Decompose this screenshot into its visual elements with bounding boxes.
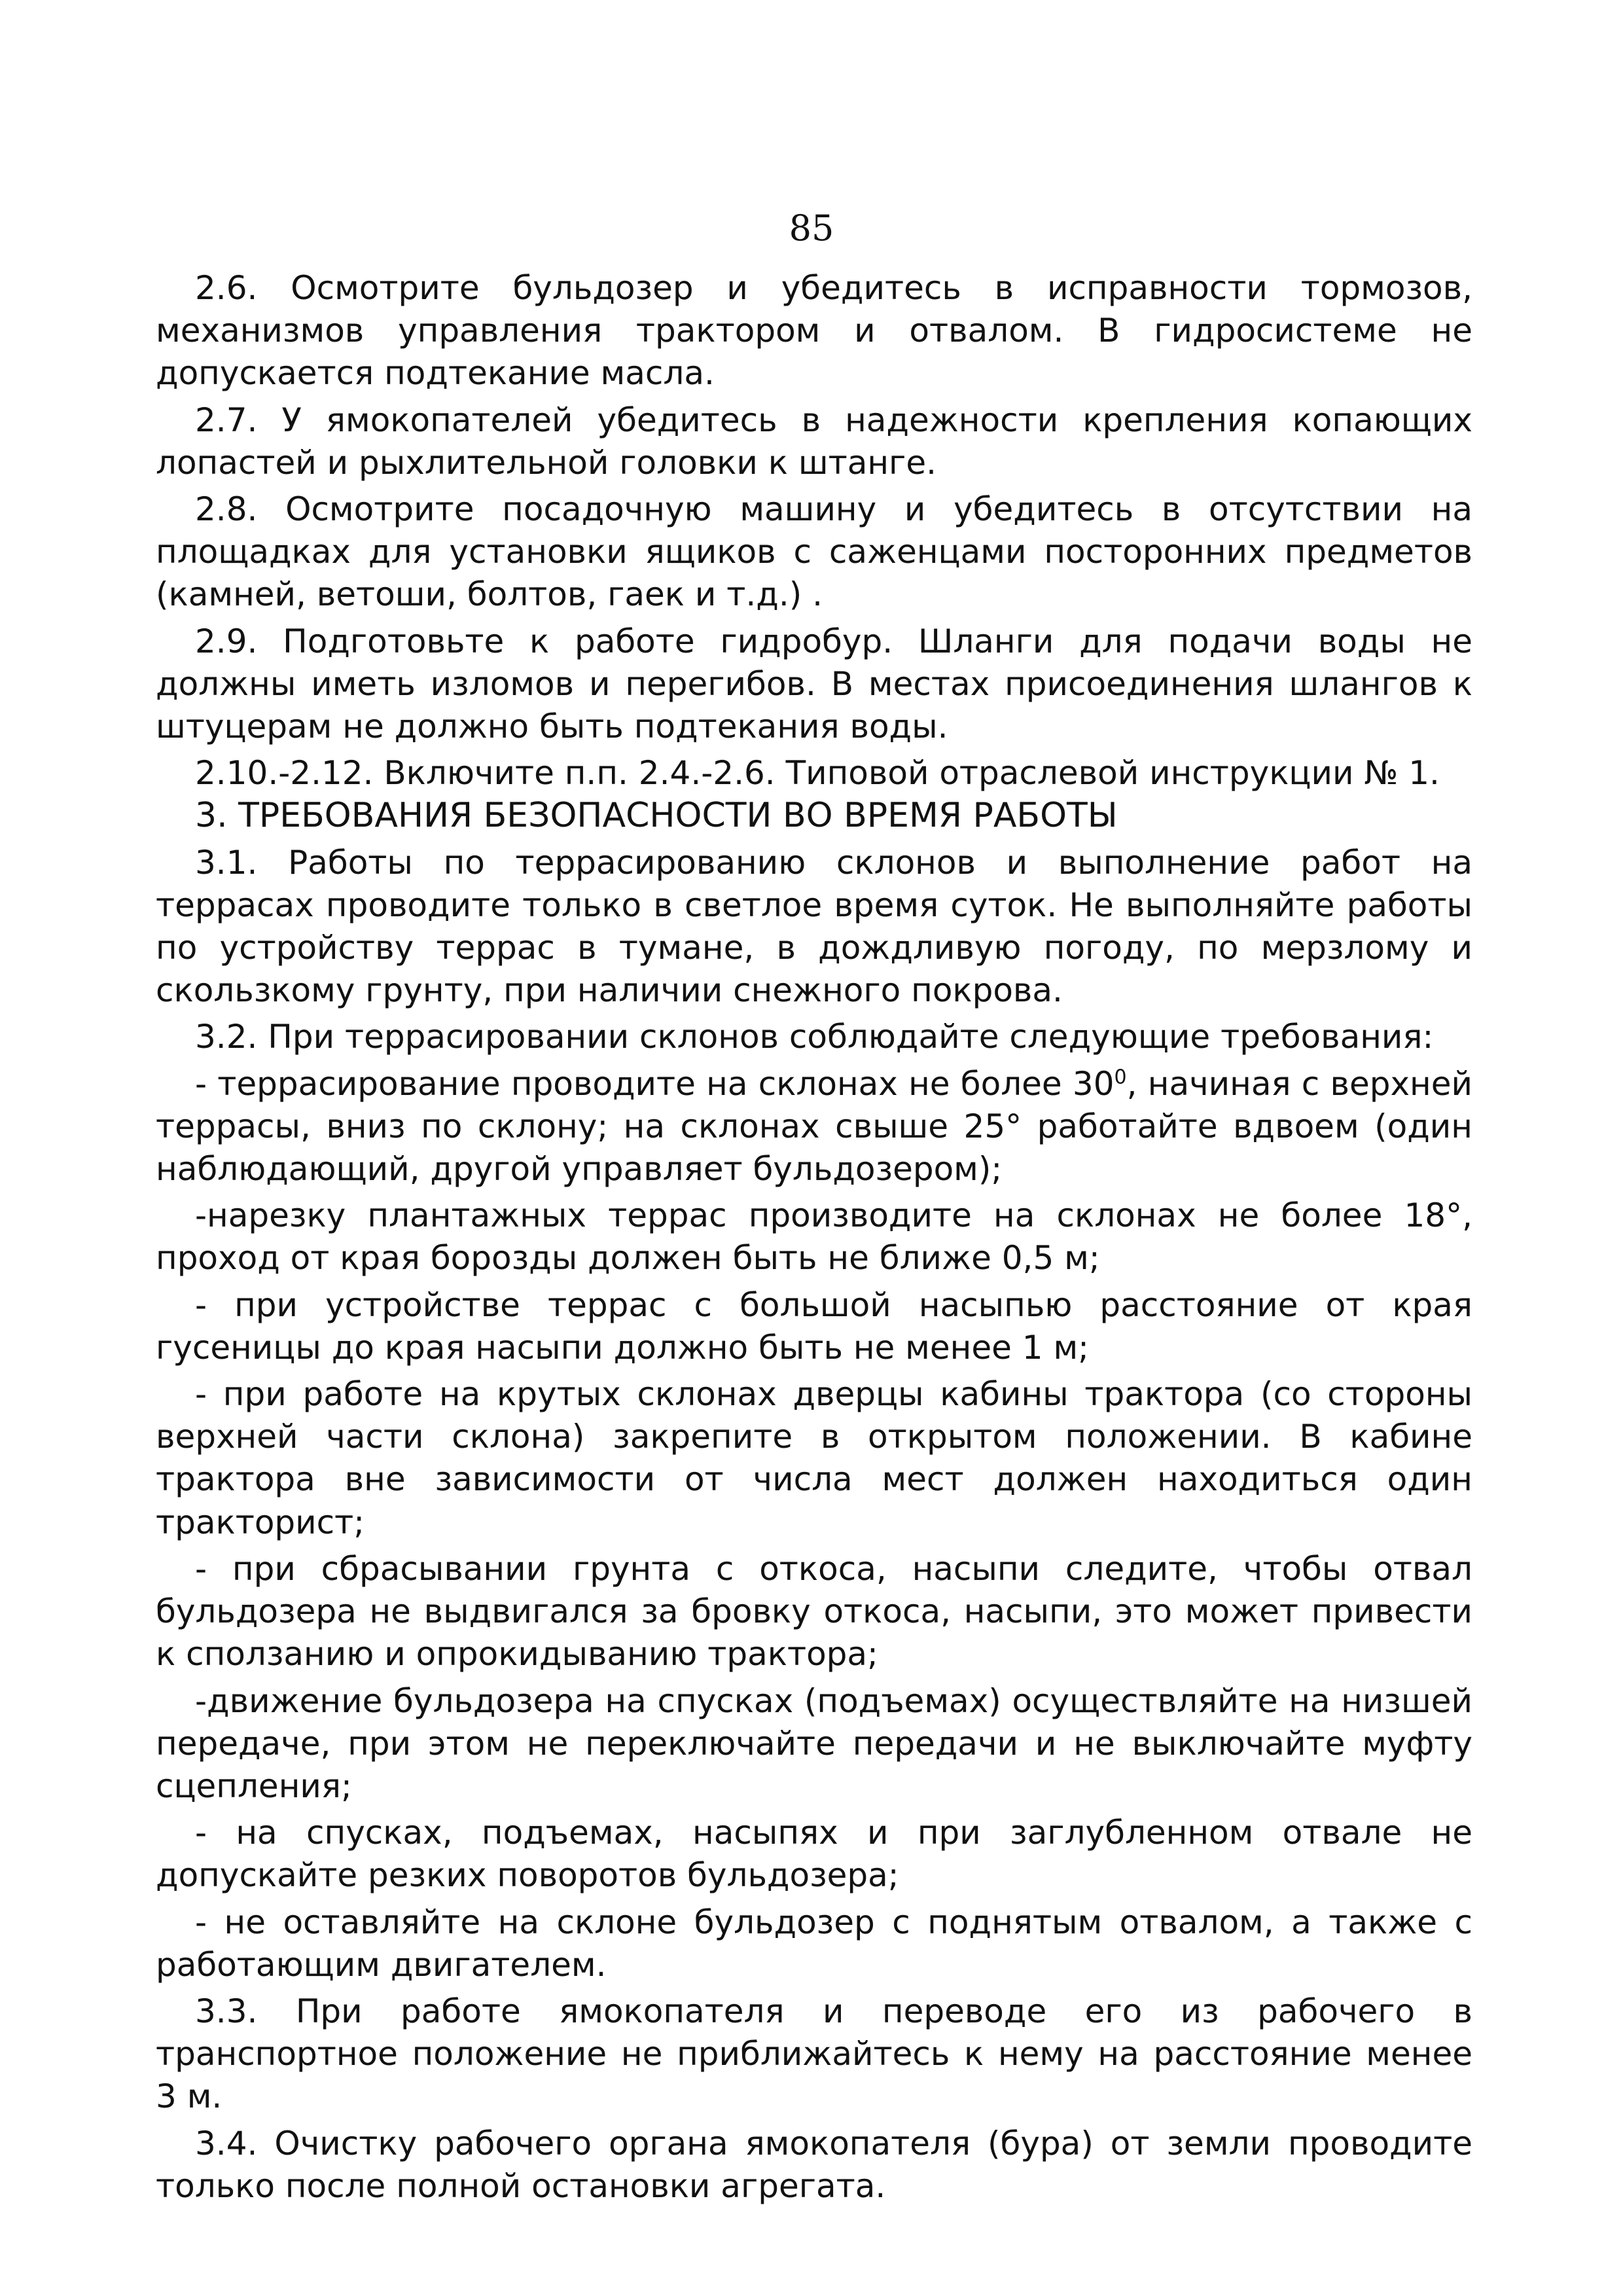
list-item-text: - террасирование проводите на склонах не более 30 xyxy=(195,1064,1115,1103)
paragraph-2-8: 2.8. Осмотрите посадочную машину и убедитесь в отсутствии на площадках для установки ящиков с саженцами посторонних предметов (камней, ветоши, болтов, гаек и т.д.) . xyxy=(156,490,1472,614)
list-item: - не оставляйте на склоне бульдозер с поднятым отвалом, а также с работающим двигателем. xyxy=(156,1903,1472,1984)
section-heading: 3. ТРЕБОВАНИЯ БЕЗОПАСНОСТИ ВО ВРЕМЯ РАБОТЫ xyxy=(195,796,1118,836)
list-item: - при устройстве террас с большой насыпью расстояние от края гусеницы до края насыпи должно быть не менее 1 м; xyxy=(156,1285,1472,1367)
list-item-text: , начиная с верхней террасы, вниз по склону; на склонах свыше 25° работайте вдвоем (один наблюдающий, другой управляет бульдозером); xyxy=(156,1064,1472,1189)
paragraph-2-9: 2.9. Подготовьте к работе гидробур. Шланги для подачи воды не должны иметь изломов и перегибов. В местах присоединения шлангов к штуцерам не должно быть подтекания воды. xyxy=(156,622,1472,746)
list-item: - на спусках, подъемах, насыпях и при заглубленном отвале не допускайте резких поворотов бульдозера; xyxy=(156,1814,1472,1895)
paragraph-2-6: 2.6. Осмотрите бульдозер и убедитесь в исправности тормозов, механизмов управления трактором и отвалом. В гидросистеме не допускается подтекание масла. xyxy=(156,269,1472,393)
paragraph-2-7: 2.7. У ямокопателей убедитесь в надежности крепления копающих лопастей и рыхлительной головки к штанге. xyxy=(156,401,1472,482)
degree-superscript: 0 xyxy=(1114,1066,1127,1088)
list-item-terracing-slope xyxy=(156,1063,1472,1191)
page-number: 85 xyxy=(789,207,834,249)
list-item: -нарезку плантажных террас производите на склонах не более 18°, проход от края борозды должен быть не ближе 0,5 м; xyxy=(156,1196,1472,1278)
paragraph-3-3: 3.3. При работе ямокопателя и переводе его из рабочего в транспортное положение не приближайтесь к нему на расстояние менее 3 м. xyxy=(156,1992,1472,2116)
list-item: -движение бульдозера на спусках (подъемах) осуществляйте на низшей передаче, при этом не переключайте передачи и не выключайте муфту сцепления; xyxy=(156,1681,1472,1805)
paragraph-3-1: 3.1. Работы по террасированию склонов и выполнение работ на террасах проводите только в светлое время суток. Не выполняйте работы по устройству террас в тумане, в дождливую погоду, по мерзлому и скользкому грунту, при наличии снежного покрова. xyxy=(156,843,1472,1010)
paragraph-3-4: 3.4. Очистку рабочего органа ямокопателя (бура) от земли проводите только после полной остановки агрегата. xyxy=(156,2124,1472,2205)
paragraph-2-10-2-12: 2.10.-2.12. Включите п.п. 2.4.-2.6. Типовой отраслевой инструкции № 1. xyxy=(195,754,1440,793)
list-item: - при сбрасывании грунта с откоса, насыпи следите, чтобы отвал бульдозера не выдвигался за бровку откоса, насыпи, это может привести к сползанию и опрокидыванию трактора; xyxy=(156,1549,1472,1674)
paragraph-3-2-intro: 3.2. При террасировании склонов соблюдайте следующие требования: xyxy=(195,1018,1434,1056)
list-item: - при работе на крутых склонах дверцы кабины трактора (со стороны верхней части склона) закрепите в открытом положении. В кабине трактора вне зависимости от числа мест должен находиться один тракторист; xyxy=(156,1375,1472,1541)
document-body xyxy=(156,267,1472,2212)
